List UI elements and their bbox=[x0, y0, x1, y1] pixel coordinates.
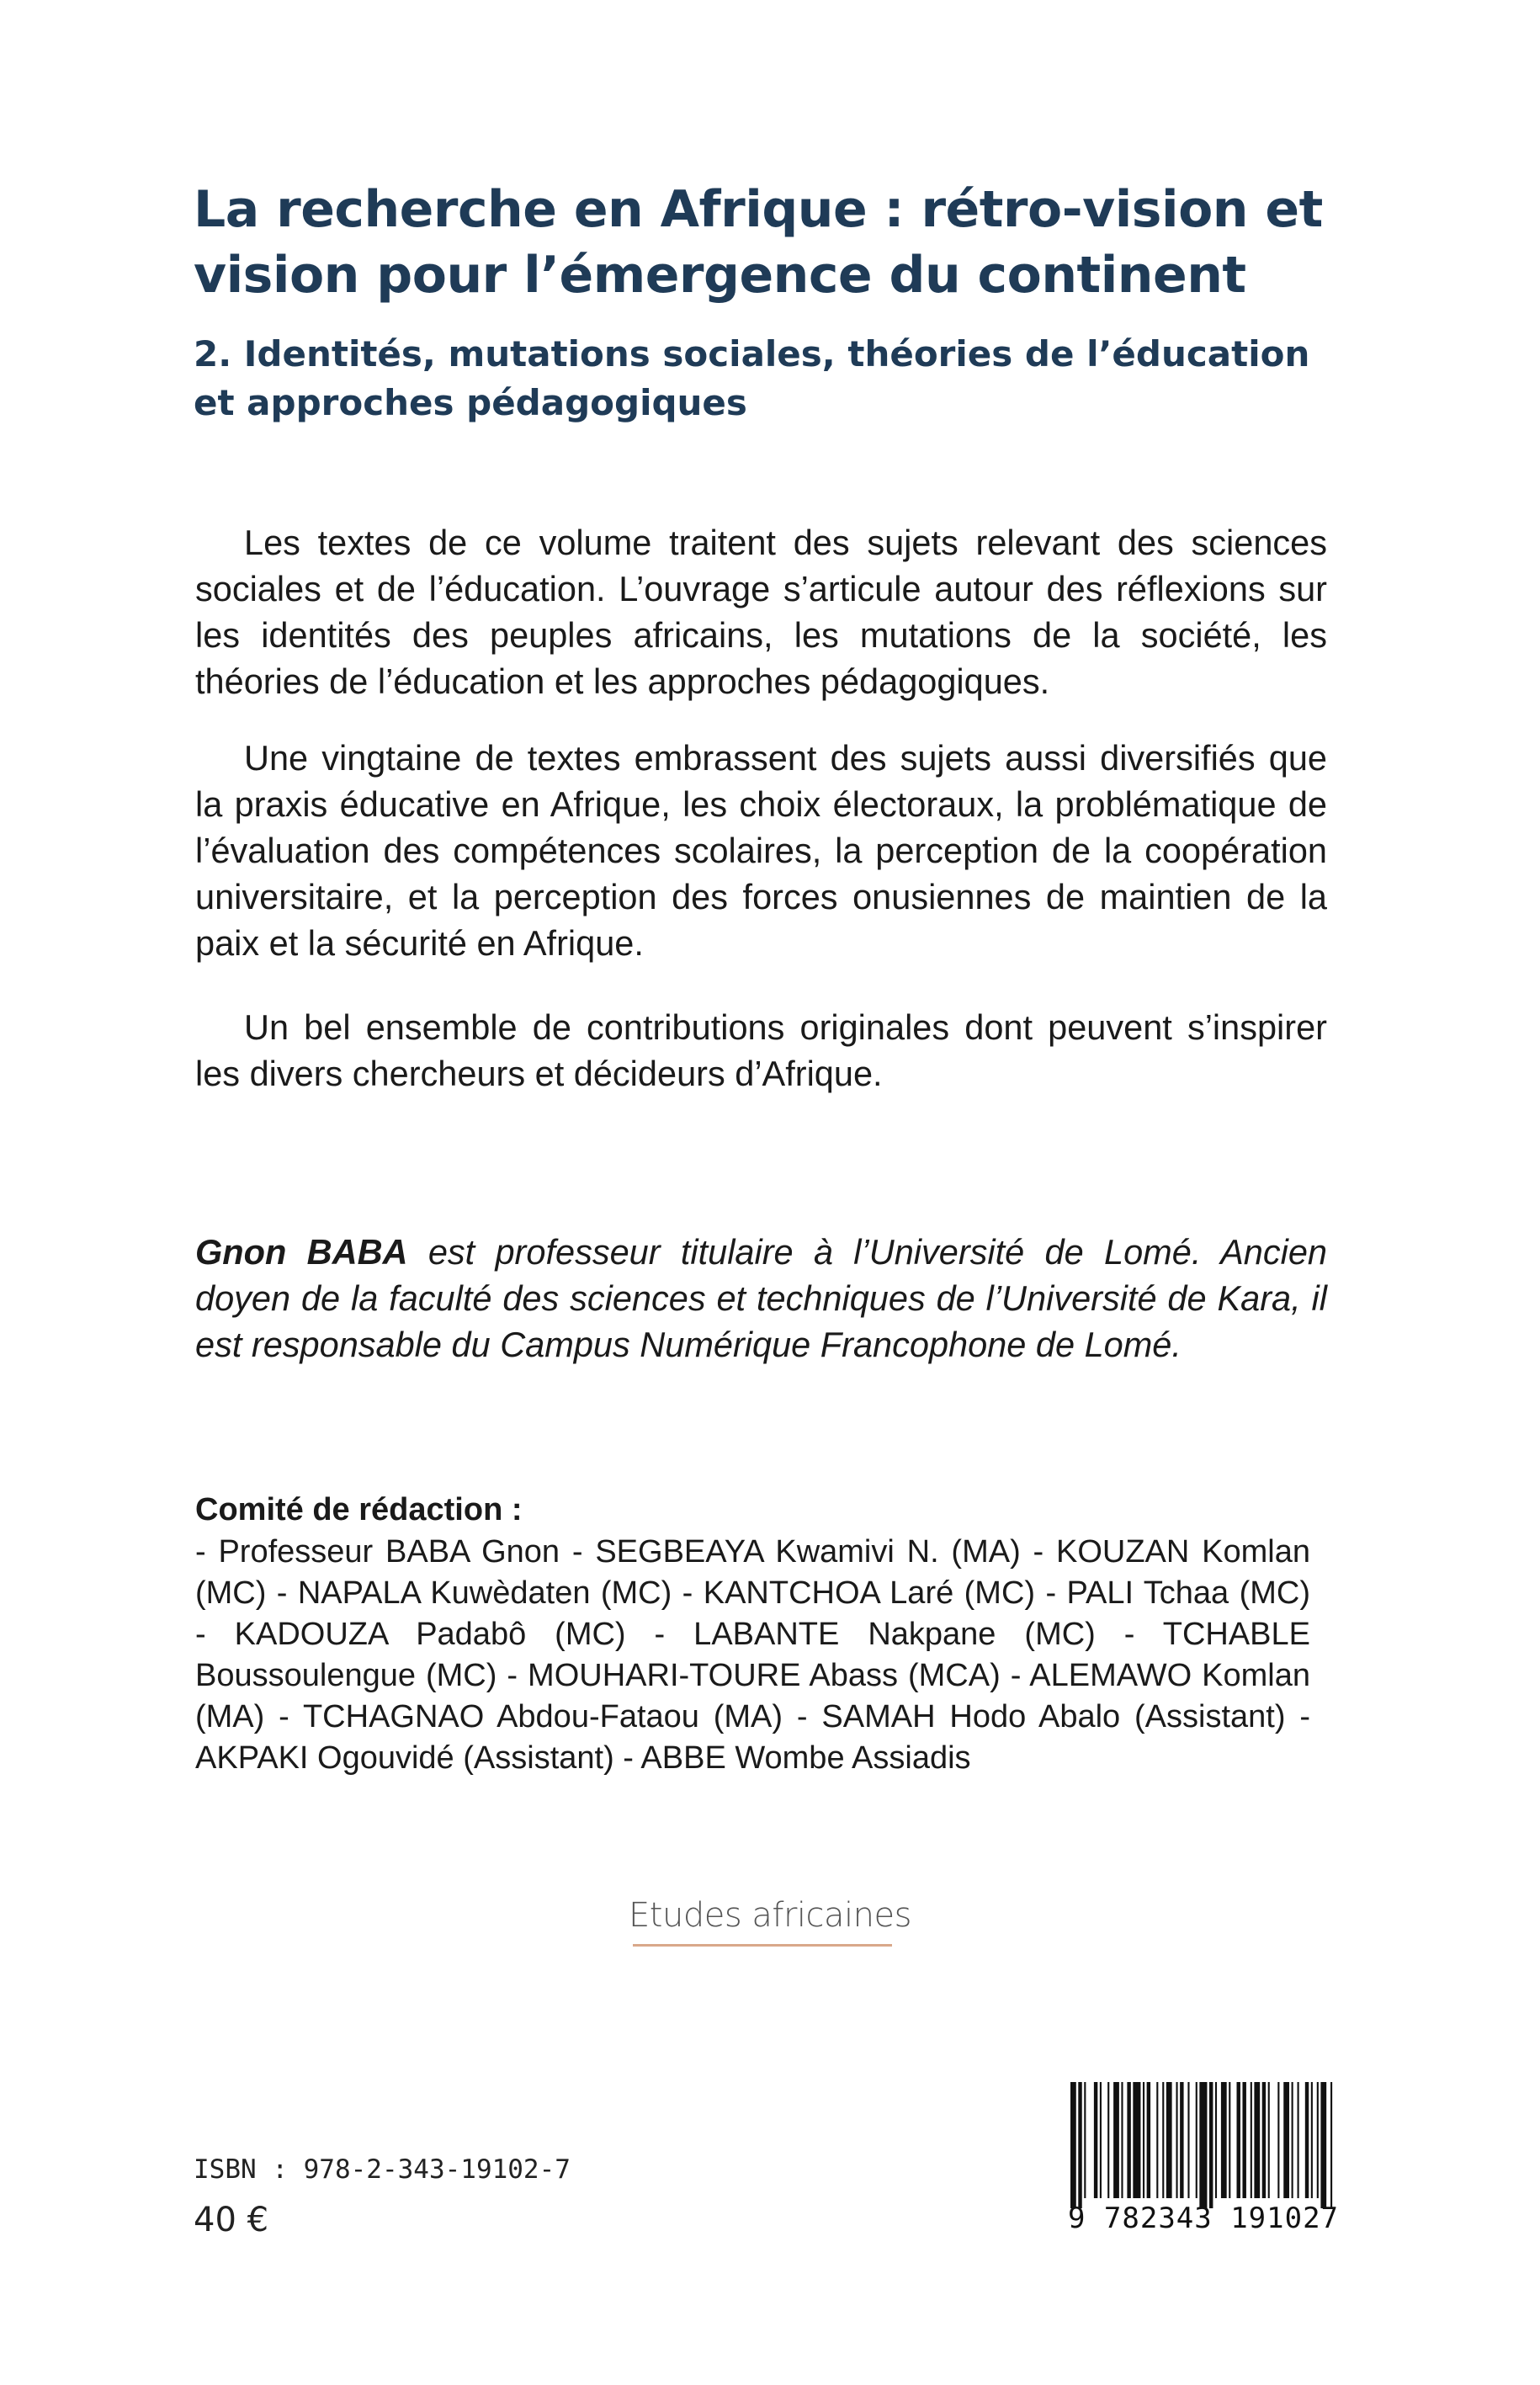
barcode-bars bbox=[1067, 2082, 1340, 2208]
barcode-bar bbox=[1070, 2082, 1076, 2208]
barcode-bar bbox=[1166, 2082, 1172, 2198]
barcode-number: 9 782343 191027 bbox=[1067, 2202, 1340, 2235]
barcode-bar bbox=[1147, 2082, 1150, 2198]
barcode-bar bbox=[1277, 2082, 1279, 2198]
isbn: ISBN : 978-2-343-19102-7 bbox=[194, 2154, 571, 2185]
title-line-2: vision pour l’émergence du continent bbox=[194, 246, 1246, 305]
barcode-bar bbox=[1176, 2082, 1177, 2198]
barcode-bar bbox=[1292, 2082, 1293, 2198]
barcode-bar bbox=[1156, 2082, 1158, 2198]
barcode-bar bbox=[1084, 2082, 1086, 2198]
subtitle-line-2: et approches pédagogiques bbox=[194, 382, 747, 423]
summary-paragraph-3-text: Un bel ensemble de contributions originales dont peuvent s’inspirer les divers chercheurs et décideurs d’Afrique. bbox=[195, 1007, 1327, 1093]
barcode-bar bbox=[1187, 2082, 1189, 2198]
committee-heading: Comité de rédaction : bbox=[195, 1492, 523, 1527]
barcode-bar bbox=[1107, 2082, 1109, 2198]
barcode-bar bbox=[1209, 2082, 1213, 2208]
barcode-bar bbox=[1100, 2082, 1102, 2198]
committee-members: - Professeur BABA Gnon - SEGBEAYA Kwamivi N. (MA) - KOUZAN Komlan (MC) - NAPALA Kuwèdaten (MC) - KANTCHOA Laré (MC) - PALI Tchaa (MC) - KADOUZA Padabô (MC) - LABANTE Nakpane (MC) - TCHABLE Boussoulengue (MC) - MOUHARI-TOURE Abass (MCA) - ALEMAWO Komlan (MA) - TCHAGNAO Abdou-Fataou (MA) - SAMAH Hodo Abalo (Assistant) - AKPAKI Ogouvidé (Assistant) - ABBE Wombe Assiadis bbox=[195, 1534, 1310, 1776]
collection-name: Etudes africaines bbox=[629, 1896, 911, 1935]
barcode-bar bbox=[1127, 2082, 1130, 2198]
summary-paragraph-1 bbox=[195, 519, 1327, 704]
barcode-bar bbox=[1283, 2082, 1289, 2198]
summary-paragraph-1-text: Les textes de ce volume traitent des sujets relevant des sciences sociales et de l’éducation. L’ouvrage s’articule autour des réflexions sur les identités des peuples africains, les mutations de la société, les théories de l’éducation et les approches pédagogiques. bbox=[195, 523, 1327, 701]
summary-paragraph-2 bbox=[195, 735, 1327, 966]
barcode-bar bbox=[1262, 2082, 1266, 2198]
barcode-bar bbox=[1254, 2082, 1260, 2198]
barcode-bar bbox=[1298, 2082, 1299, 2198]
collection-underline bbox=[633, 1944, 892, 1947]
barcode-bar bbox=[1221, 2082, 1227, 2198]
barcode-bar bbox=[1305, 2082, 1309, 2198]
barcode-bar bbox=[1121, 2082, 1123, 2198]
barcode-bar bbox=[1317, 2082, 1319, 2198]
barcode-bar bbox=[1094, 2082, 1097, 2198]
author-name: Gnon BABA bbox=[195, 1232, 408, 1272]
book-subtitle bbox=[194, 330, 1372, 428]
summary-paragraph-3 bbox=[195, 1004, 1327, 1097]
barcode-bar bbox=[1268, 2082, 1270, 2198]
barcode-bar bbox=[1215, 2082, 1217, 2198]
book-title bbox=[194, 177, 1372, 308]
summary-paragraph-2-text: Une vingtaine de textes embrassent des sujets aussi diversifiés que la praxis éducative en Afrique, les choix électoraux, la problématique de l’évaluation des compétences scolaires, la perception de la coopération universitaire, et la perception des forces onusiennes de maintien de la paix et la sécurité en Afrique. bbox=[195, 738, 1327, 963]
barcode-bar bbox=[1133, 2082, 1140, 2198]
barcode-bar bbox=[1162, 2082, 1164, 2198]
barcode-bar bbox=[1196, 2082, 1197, 2198]
barcode-bar bbox=[1199, 2082, 1207, 2208]
barcode-bar bbox=[1311, 2082, 1313, 2198]
price: 40 € bbox=[194, 2201, 269, 2239]
barcode-bar bbox=[1078, 2082, 1081, 2208]
barcode-bar bbox=[1320, 2082, 1326, 2208]
author-bio bbox=[195, 1229, 1327, 1368]
barcode-bar bbox=[1143, 2082, 1144, 2198]
barcode-bar bbox=[1242, 2082, 1245, 2198]
subtitle-line-1: 2. Identités, mutations sociales, théories de l’éducation bbox=[194, 333, 1310, 374]
author-bio-text: est professeur titulaire à l’Université de Lomé. Ancien doyen de la faculté des sciences et techniques de l’Université de Kara, il est responsable du Campus Numérique Francophone de Lomé. bbox=[195, 1232, 1327, 1364]
barcode-bar bbox=[1113, 2082, 1119, 2198]
barcode-bar bbox=[1229, 2082, 1230, 2198]
barcode-bar bbox=[1237, 2082, 1240, 2198]
title-line-1: La recherche en Afrique : rétro-vision et bbox=[194, 180, 1323, 239]
barcode-bar bbox=[1330, 2082, 1332, 2208]
barcode-bar bbox=[1180, 2082, 1183, 2198]
barcode-bar bbox=[1251, 2082, 1252, 2198]
